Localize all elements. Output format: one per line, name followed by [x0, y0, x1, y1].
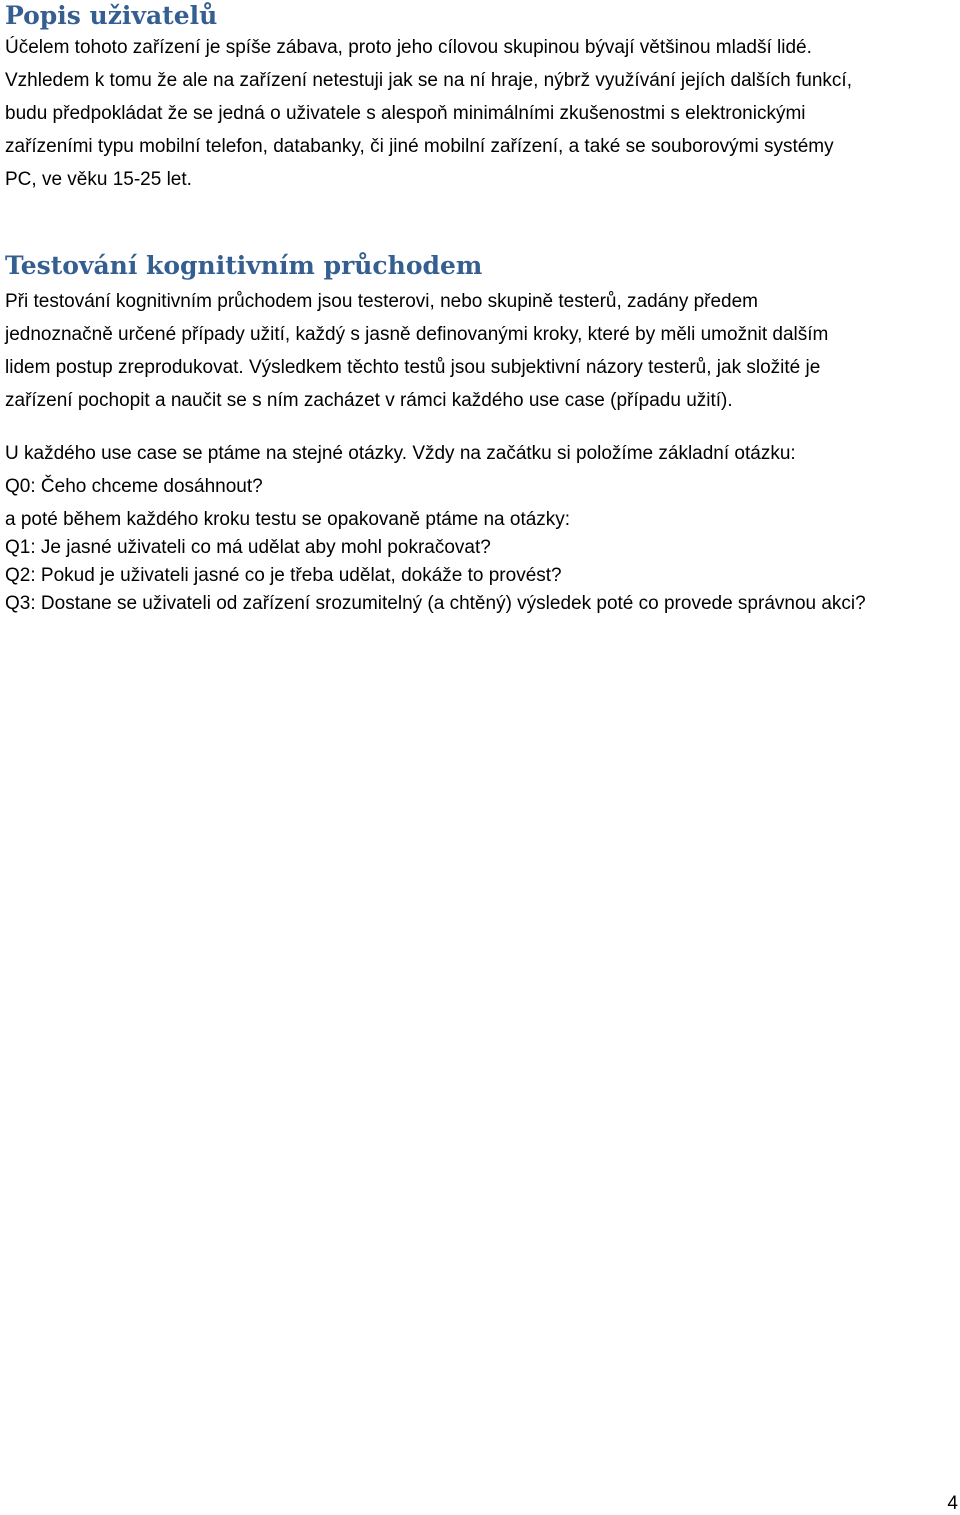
paragraph-line: jednoznačně určené případy užití, každý s jasně definovanými kroky, které by měli umožnit dalším [5, 324, 829, 345]
paragraph-line: Při testování kognitivním průchodem jsou testerovi, nebo skupině testerů, zadány předem [5, 291, 759, 312]
paragraph-line: budu předpokládat že se jedná o uživatele s alespoň minimálními zkušenostmi s elektronickými [5, 103, 806, 124]
paragraph-line: U každého use case se ptáme na stejné otázky. Vždy na začátku si položíme základní otázku: [5, 443, 796, 464]
paragraph-line: a poté během každého kroku testu se opakovaně ptáme na otázky: [5, 509, 571, 530]
question-line-q2: Q2: Pokud je uživateli jasné co je třeba udělat, dokáže to provést? [5, 565, 562, 586]
paragraph-line: Vzhledem k tomu že ale na zařízení netestuji jak se na ní hraje, nýbrž využívání jejích dalších funkcí, [5, 70, 852, 91]
section-heading-cognitive-walkthrough: Testování kognitivním průchodem [5, 251, 483, 280]
question-line-q3: Q3: Dostane se uživateli od zařízení srozumitelný (a chtěný) výsledek poté co provede správnou akci? [5, 593, 866, 614]
paragraph-line: zařízení pochopit a naučit se s ním zacházet v rámci každého use case (případu užití). [5, 390, 733, 411]
section-heading-user-description: Popis uživatelů [5, 1, 218, 30]
question-line-q1: Q1: Je jasné uživateli co má udělat aby mohl pokračovat? [5, 537, 491, 558]
paragraph-line: PC, ve věku 15-25 let. [5, 169, 192, 190]
paragraph-line: lidem postup zreprodukovat. Výsledkem těchto testů jsou subjektivní názory testerů, jak složité je [5, 357, 821, 378]
paragraph-line: zařízeními typu mobilní telefon, databanky, či jiné mobilní zařízení, a také se souborovými systémy [5, 136, 834, 157]
question-line-q0: Q0: Čeho chceme dosáhnout? [5, 476, 263, 497]
page-number: 4 [947, 1493, 958, 1514]
paragraph-line: Účelem tohoto zařízení je spíše zábava, proto jeho cílovou skupinou bývají většinou mladší lidé. [5, 37, 812, 58]
